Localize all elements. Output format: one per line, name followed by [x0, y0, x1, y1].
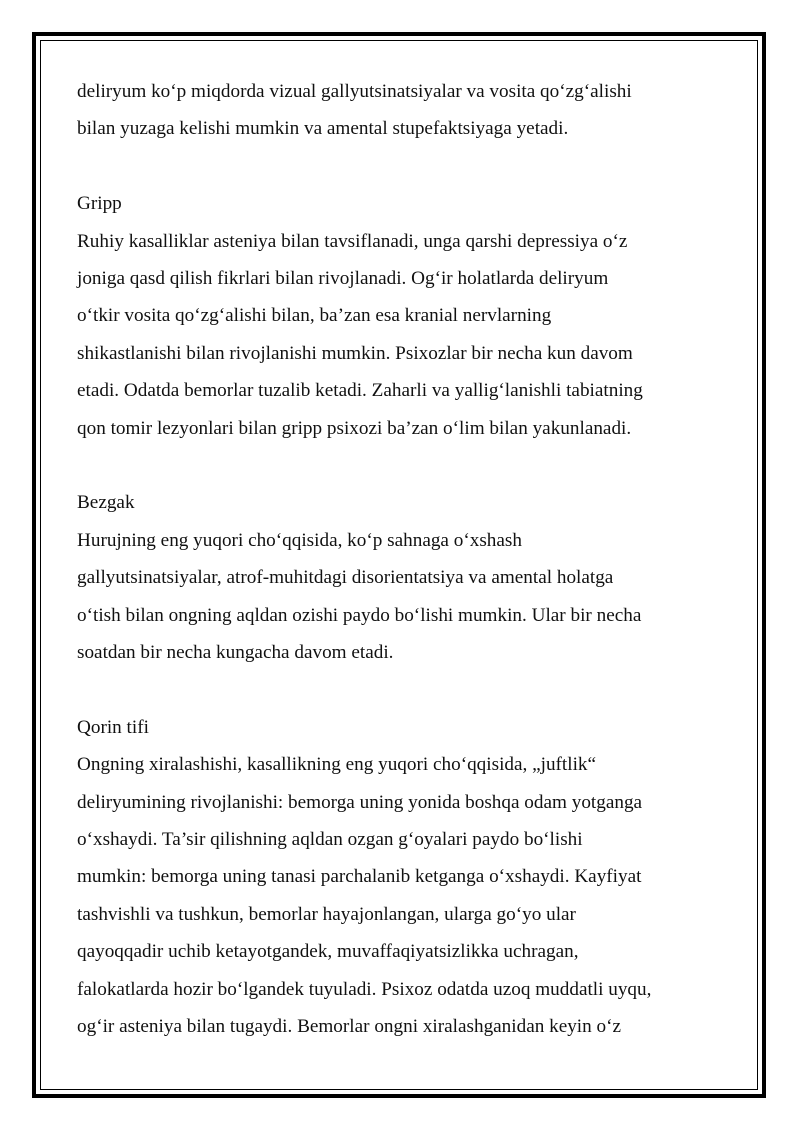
text-line: og‘ir asteniya bilan tugaydi. Bemorlar ongni xiralashganidan keyin o‘z [77, 1016, 622, 1038]
text-line: Hurujning eng yuqori cho‘qqisida, ko‘p sahnaga o‘xshash [77, 529, 522, 551]
text-line: etadi. Odatda bemorlar tuzalib ketadi. Zaharli va yallig‘lanishli tabiatning [77, 380, 643, 402]
section-heading-qorin-tifi: Qorin tifi [77, 716, 149, 738]
paragraph-spacer [77, 671, 727, 708]
text-line: o‘xshaydi. Ta’sir qilishning aqldan ozgan g‘oyalari paydo bo‘lishi [77, 829, 583, 851]
text-line: o‘tish bilan ongning aqldan ozishi paydo bo‘lishi mumkin. Ular bir necha [77, 604, 642, 626]
text-line: falokatlarda hozir bo‘lgandek tuyuladi. Psixoz odatda uzoq muddatli uyqu, [77, 978, 652, 1000]
section-heading-gripp: Gripp [77, 193, 122, 215]
section-heading-bezgak: Bezgak [77, 492, 135, 514]
text-line: mumkin: bemorga uning tanasi parchalanib ketganga o‘xshaydi. Kayfiyat [77, 866, 642, 888]
text-line: Ruhiy kasalliklar asteniya bilan tavsiflanadi, unga qarshi depressiya o‘z [77, 230, 628, 252]
paragraph-spacer [77, 447, 727, 484]
text-line: Ongning xiralashishi, kasallikning eng yuqori cho‘qqisida, „juftlik“ [77, 754, 597, 776]
text-line: soatdan bir necha kungacha davom etadi. [77, 642, 394, 664]
text-line: qayoqqadir uchib ketayotgandek, muvaffaqiyatsizlikka uchragan, [77, 941, 579, 963]
document-body [77, 73, 727, 1046]
text-line: shikastlanishi bilan rivojlanishi mumkin. Psixozlar bir necha kun davom [77, 342, 633, 364]
text-line: bilan yuzaga kelishi mumkin va amental stupefaktsiyaga yetadi. [77, 118, 569, 140]
text-line: qon tomir lezyonlari bilan gripp psixozi ba’zan o‘lim bilan yakunlanadi. [77, 417, 632, 439]
text-line: joniga qasd qilish fikrlari bilan rivojlanadi. Og‘ir holatlarda deliryum [77, 268, 609, 290]
text-line: tashvishli va tushkun, bemorlar hayajonlangan, ularga go‘yo ular [77, 903, 576, 925]
text-line: deliryumining rivojlanishi: bemorga uning yonida boshqa odam yotganga [77, 791, 643, 813]
text-line: o‘tkir vosita qo‘zg‘alishi bilan, ba’zan esa kranial nervlarning [77, 305, 552, 327]
text-line: gallyutsinatsiyalar, atrof-muhitdagi disorientatsiya va amental holatga [77, 567, 614, 589]
text-line: deliryum ko‘p miqdorda vizual gallyutsinatsiyalar va vosita qo‘zg‘alishi [77, 81, 632, 102]
paragraph-spacer [77, 148, 727, 185]
